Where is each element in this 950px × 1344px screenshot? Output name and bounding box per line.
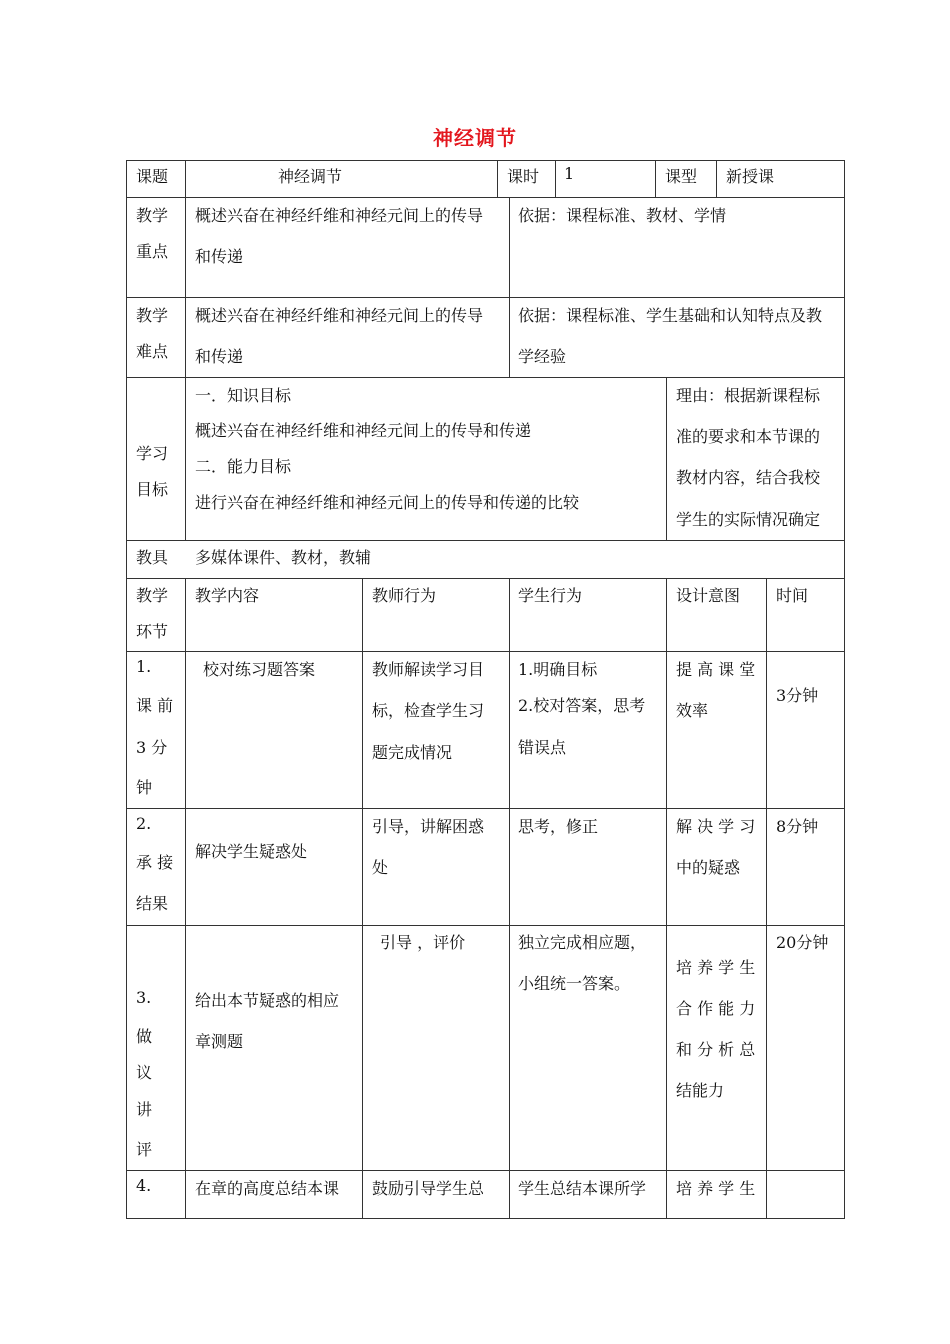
hours-label: 课时 [507,167,540,186]
intent-cell: 中的疑惑 [676,858,741,877]
objective-line: 进行兴奋在神经纤维和神经元间上的传导和传递的比较 [195,493,580,512]
stage-cell: 做 [136,1027,153,1046]
content-cell: 给出本节疑惑的相应 [195,991,340,1010]
teacher-cell: 教师解读学习目 [372,660,485,679]
objective-reason: 理由：根据新课程标 [676,386,821,405]
stage-cell: 讲 [136,1100,153,1119]
teacher-cell: 鼓励引导学生总 [372,1179,485,1198]
hours-value: 1 [564,164,575,183]
key-points-content: 和传递 [195,247,244,266]
intent-cell: 提 高 课 堂 [676,660,756,679]
intent-cell: 和 分 析 总 [676,1040,756,1059]
difficulties-content: 概述兴奋在神经纤维和神经元间上的传导 [195,306,484,325]
teacher-cell: 标，检查学生习 [372,701,485,720]
difficulties-basis: 依据：课程标准、学生基础和认知特点及教 [518,306,823,325]
student-cell: 2.校对答案，思考 [518,696,646,715]
objective-reason: 准的要求和本节课的 [676,427,821,446]
type-label: 课型 [665,167,698,186]
stage-cell: 钟 [136,778,153,797]
objectives-label: 目标 [136,480,169,499]
objective-line: 概述兴奋在神经纤维和神经元间上的传导和传递 [195,421,532,440]
student-cell: 思考，修正 [518,817,599,836]
teacher-cell: 题完成情况 [372,743,453,762]
objective-reason: 教材内容，结合我校 [676,468,821,487]
stage-cell: 结果 [136,894,169,913]
type-value: 新授课 [726,167,775,186]
objective-line: 一．知识目标 [195,386,292,405]
student-cell: 学生总结本课所学 [518,1179,647,1198]
col-content-header: 教学内容 [195,586,260,605]
col-student-header: 学生行为 [518,586,583,605]
stage-cell: 评 [136,1140,153,1159]
topic-label: 课题 [136,167,169,186]
intent-cell: 培 养 学 生 [676,958,756,977]
key-points-basis: 依据：课程标准、教材、学情 [518,206,727,225]
key-points-label: 教学 [136,206,169,225]
col-teacher-header: 教师行为 [372,586,437,605]
content-cell: 校对练习题答案 [203,660,316,679]
intent-cell: 合 作 能 力 [676,999,756,1018]
student-cell: 小组统一答案。 [518,974,631,993]
difficulties-content: 和传递 [195,347,244,366]
content-cell: 章测题 [195,1032,244,1051]
student-cell: 1.明确目标 [518,660,598,679]
tools-value: 多媒体课件、教材，教辅 [195,548,372,567]
intent-cell: 解 决 学 习 [676,817,756,836]
intent-cell: 培 养 学 生 [676,1179,756,1198]
objective-line: 二．能力目标 [195,457,292,476]
intent-cell: 结能力 [676,1081,725,1100]
stage-cell: 3. [136,988,152,1007]
time-cell: 20分钟 [776,933,829,952]
time-cell: 3分钟 [776,686,819,705]
teacher-cell: 引导 ，评价 [380,933,466,952]
tools-label: 教具 [136,548,169,567]
difficulties-label: 教学 [136,306,169,325]
content-cell: 解决学生疑惑处 [195,842,308,861]
objectives-label: 学习 [136,444,169,463]
col-time-header: 时间 [776,586,809,605]
objective-reason: 学生的实际情况确定 [676,510,821,529]
document-title: 神经调节 [433,126,517,150]
stage-cell: 2. [136,814,152,833]
time-cell: 8分钟 [776,817,819,836]
key-points-content: 概述兴奋在神经纤维和神经元间上的传导 [195,206,484,225]
topic-value: 神经调节 [278,167,343,186]
col-stage-header: 教学 [136,586,169,605]
student-cell: 独立完成相应题， [518,933,647,952]
col-intent-header: 设计意图 [676,586,741,605]
student-cell: 错误点 [518,738,567,757]
stage-cell: 课 前 [136,696,174,715]
difficulties-basis: 学经验 [518,347,567,366]
stage-cell: 3 分 [136,738,168,757]
difficulties-label: 难点 [136,342,169,361]
stage-cell: 承 接 [136,853,174,872]
stage-cell: 议 [136,1063,153,1082]
teacher-cell: 处 [372,858,389,877]
key-points-label: 重点 [136,242,169,261]
content-cell: 在章的高度总结本课 [195,1179,340,1198]
intent-cell: 效率 [676,701,709,720]
stage-cell: 1. [136,657,152,676]
col-stage-header: 环节 [136,622,169,641]
teacher-cell: 引导，讲解困惑 [372,817,485,836]
stage-cell: 4. [136,1176,152,1195]
